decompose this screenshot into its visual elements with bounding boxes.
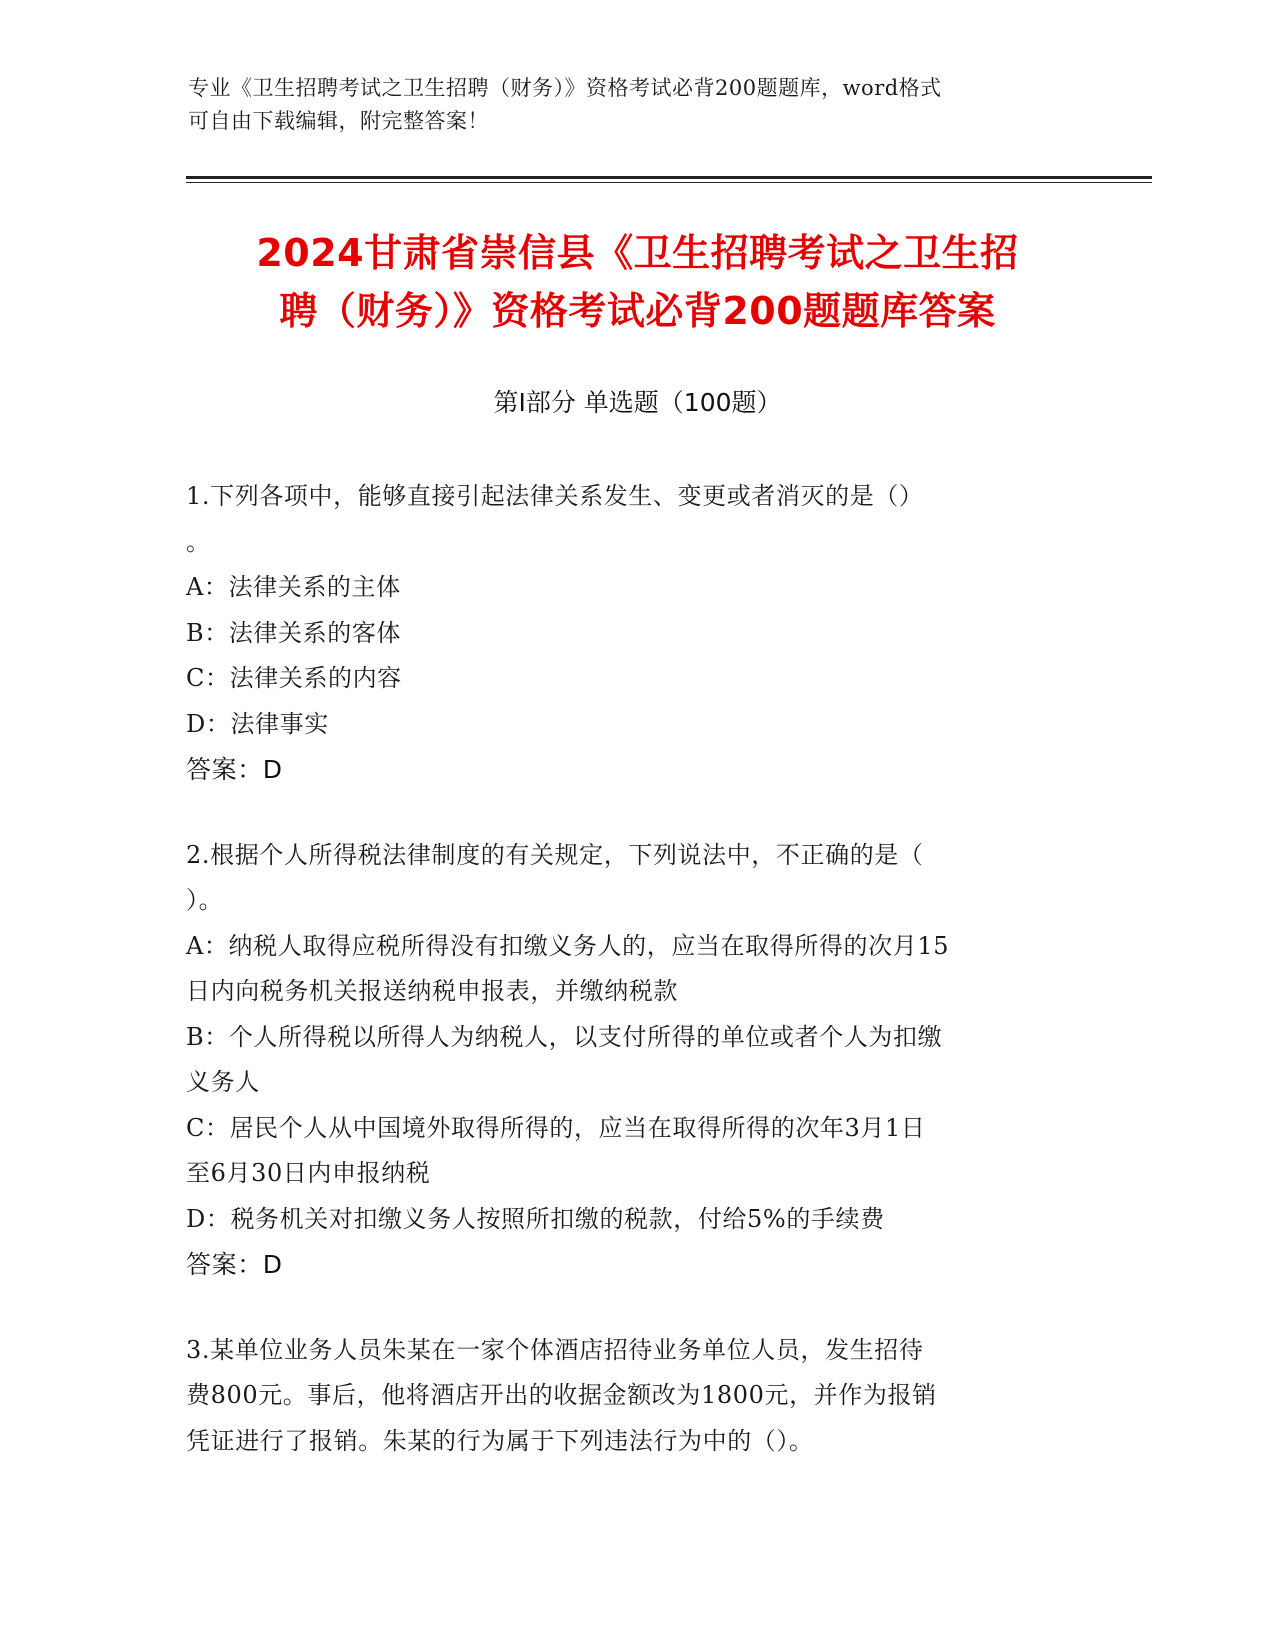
option-a-continued: 日内向税务机关报送纳税申报表，并缴纳税款 — [186, 977, 678, 1005]
question-stem-line: ）。 — [186, 886, 224, 914]
option-a: A：法律关系的主体 — [186, 573, 401, 601]
document-title-line-1: 2024甘肃省崇信县《卫生招聘考试之卫生招 — [256, 231, 1019, 275]
question-1 — [186, 474, 1086, 793]
question-2 — [186, 833, 1086, 1288]
question-stem-line: 凭证进行了报销。朱某的行为属于下列违法行为中的（）。 — [186, 1426, 814, 1455]
header-divider-thick — [186, 176, 1152, 179]
header-divider-thin — [186, 182, 1152, 183]
answer-label: 答案：D — [186, 1250, 283, 1279]
option-d: D：税务机关对扣缴义务人按照所扣缴的税款，付给5%的手续费 — [186, 1204, 885, 1233]
option-c-continued: 至6月30日内申报纳税 — [186, 1159, 431, 1187]
option-c: C：居民个人从中国境外取得所得的，应当在取得所得的次年3月1日 — [186, 1113, 926, 1142]
option-b-continued: 义务人 — [186, 1068, 260, 1096]
section-title: 第Ⅰ部分 单选题（100题） — [493, 388, 782, 417]
question-3 — [186, 1328, 1086, 1465]
option-a: A：纳税人取得应税所得没有扣缴义务人的，应当在取得所得的次月15 — [186, 931, 950, 960]
question-stem-line: 3.某单位业务人员朱某在一家个体酒店招待业务单位人员，发生招待 — [186, 1335, 924, 1364]
option-b: B：个人所得税以所得人为纳税人，以支付所得的单位或者个人为扣缴 — [186, 1022, 943, 1051]
question-stem-line: 2.根据个人所得税法律制度的有关规定，下列说法中，不正确的是（ — [186, 840, 924, 869]
option-c: C：法律关系的内容 — [186, 664, 402, 692]
header-note-line-2: 可自由下载编辑，附完整答案！ — [188, 109, 489, 133]
header-note-line-1: 专业《卫生招聘考试之卫生招聘（财务）》资格考试必背200题题库，word格式 — [188, 76, 942, 100]
option-b: B：法律关系的客体 — [186, 618, 402, 647]
question-stem-line: 1.下列各项中，能够直接引起法律关系发生、变更或者消灭的是（） — [186, 482, 924, 510]
header-note — [188, 72, 1078, 138]
document-title — [150, 224, 1125, 340]
document-title-line-2: 聘（财务）》资格考试必背200题题库答案 — [279, 289, 996, 333]
question-list — [186, 474, 1086, 1504]
question-stem-line: 。 — [186, 527, 211, 556]
question-stem-line: 费800元。事后，他将酒店开出的收据金额改为1800元，并作为报销 — [186, 1381, 937, 1409]
answer-label: 答案：D — [186, 755, 283, 784]
option-d: D：法律事实 — [186, 709, 329, 738]
